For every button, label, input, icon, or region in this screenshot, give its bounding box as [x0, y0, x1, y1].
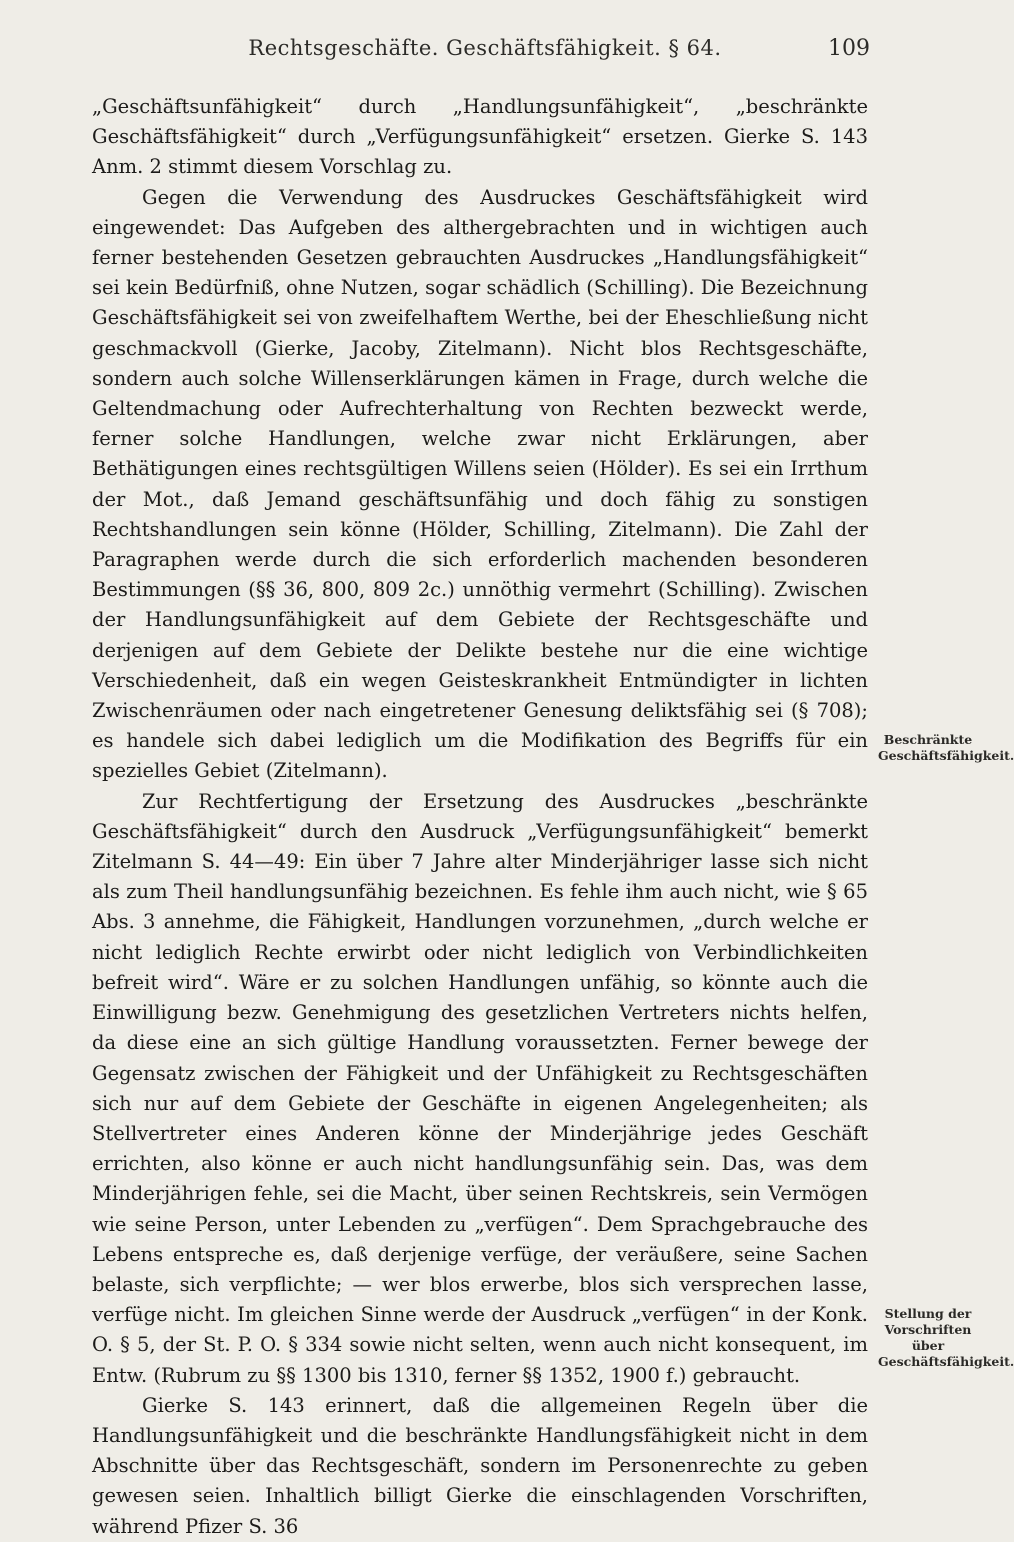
margin-note-beschraenkte-geschaeftsfaehigkeit: Beschränkte Geschäftsfähigkeit. — [878, 732, 1014, 763]
body-text — [92, 92, 868, 1542]
paragraph-continuation: „Geschäftsunfähigkeit“ durch „Handlungsunfähigkeit“, „beschränkte Geschäftsfähigkeit“ durch „Verfügungsunfähigkeit“ ersetzen. Gierke S. 143 Anm. 2 stimmt diesem Vorschlag zu. — [92, 95, 868, 179]
running-title: Rechtsgeschäfte. Geschäftsfähigkeit. § 64. — [248, 36, 722, 60]
page-number: 109 — [828, 36, 870, 61]
margin-note-stellung-der-vorschriften: Stellung der Vorschriften über Geschäftsfähigkeit. — [878, 1306, 1014, 1369]
paragraph-gierke: Gierke S. 143 erinnert, daß die allgemeinen Regeln über die Handlungsunfähigkeit und die beschränkte Handlungsfähigkeit nicht in dem Abschnitte über das Rechtsgeschäft, sondern im Personenrechte zu geben gewesen seien. Inhaltlich billigt Gierke die einschlagenden Vorschriften, während Pfizer S. 36 — [92, 1393, 868, 1538]
paragraph-objections: Gegen die Verwendung des Ausdruckes Geschäftsfähigkeit wird eingewendet: Das Aufgeben des althergebrachten und in wichtigen auch ferner bestehenden Gesetzen gebrauchten Ausdruckes „Handlungsfähigkeit“ sei kein Bedürfniß, ohne Nutzen, sogar schädlich (Schilling). Die Bezeichnung Geschäftsfähigkeit sei von zweifelhaftem Werthe, bei der Eheschließung nicht geschmackvoll (Gierke, Jacoby, Zitelmann). Nicht blos Rechtsgeschäfte, sondern auch solche Willenserklärungen kämen in Frage, durch welche die Geltendmachung oder Aufrechterhaltung von Rechten bezweckt werde, ferner solche Handlungen, welche zwar nicht Erklärungen, aber Bethätigungen eines rechtsgültigen Willens seien (Hölder). Es sei ein Irrthum der Mot., daß Jemand geschäftsunfähig und doch fähig zu sonstigen Rechtshandlungen sein könne (Hölder, Schilling, Zitelmann). Die Zahl der Paragraphen werde durch die sich erforderlich machenden besonderen Bestimmungen (§§ 36, 800, 809 2c.) unnöthig vermehrt (Schilling). Zwischen der Handlungsunfähigkeit auf dem Gebiete der Rechtsgeschäfte und derjenigen auf dem Gebiete der Delikte bestehe nur die eine wichtige Verschiedenheit, daß ein wegen Geisteskrankheit Entmündigter in lichten Zwischenräumen oder nach eingetretener Genesung deliktsfähig sei (§ 708); es handele sich dabei lediglich um die Modifikation des Begriffs für ein spezielles Gebiet (Zitelmann). — [92, 185, 868, 783]
paragraph-justification: Zur Rechtfertigung der Ersetzung des Ausdruckes „beschränkte Geschäftsfähigkeit“ durch den Ausdruck „Verfügungsunfähigkeit“ bemerkt Zitelmann S. 44—49: Ein über 7 Jahre alter Minderjähriger lasse sich nicht als zum Theil handlungsunfähig bezeichnen. Es fehle ihm auch nicht, wie § 65 Abs. 3 annehme, die Fähigkeit, Handlungen vorzunehmen, „durch welche er nicht lediglich Rechte erwirbt oder nicht lediglich von Verbindlichkeiten befreit wird“. Wäre er zu solchen Handlungen unfähig, so könnte auch die Einwilligung bezw. Genehmigung des gesetzlichen Vertreters nichts helfen, da diese eine an sich gültige Handlung voraussetzten. Ferner bewege der Gegensatz zwischen der Fähigkeit und der Unfähigkeit zu Rechtsgeschäften sich nur auf dem Gebiete der Geschäfte in eigenen Angelegenheiten; als Stellvertreter eines Anderen könne der Minderjährige jedes Geschäft errichten, also könne er auch nicht handlungsunfähig sein. Das, was dem Minderjährigen fehle, sei die Macht, über seinen Rechtskreis, sein Vermögen wie seine Person, unter Lebenden zu „verfügen“. Dem Sprachgebrauche des Lebens entspreche es, daß derjenige verfüge, der veräußere, seine Sachen belaste, sich verpflichte; — wer blos erwerbe, blos sich versprechen lasse, verfüge nicht. Im gleichen Sinne werde der Ausdruck „verfügen“ in der Konk. O. § 5, der St. P. O. § 334 sowie nicht selten, wenn auch nicht konsequent, im Entw. (Rubrum zu §§ 1300 bis 1310, ferner §§ 1352, 1900 f.) gebraucht. — [92, 789, 868, 1387]
page-header — [92, 36, 878, 72]
